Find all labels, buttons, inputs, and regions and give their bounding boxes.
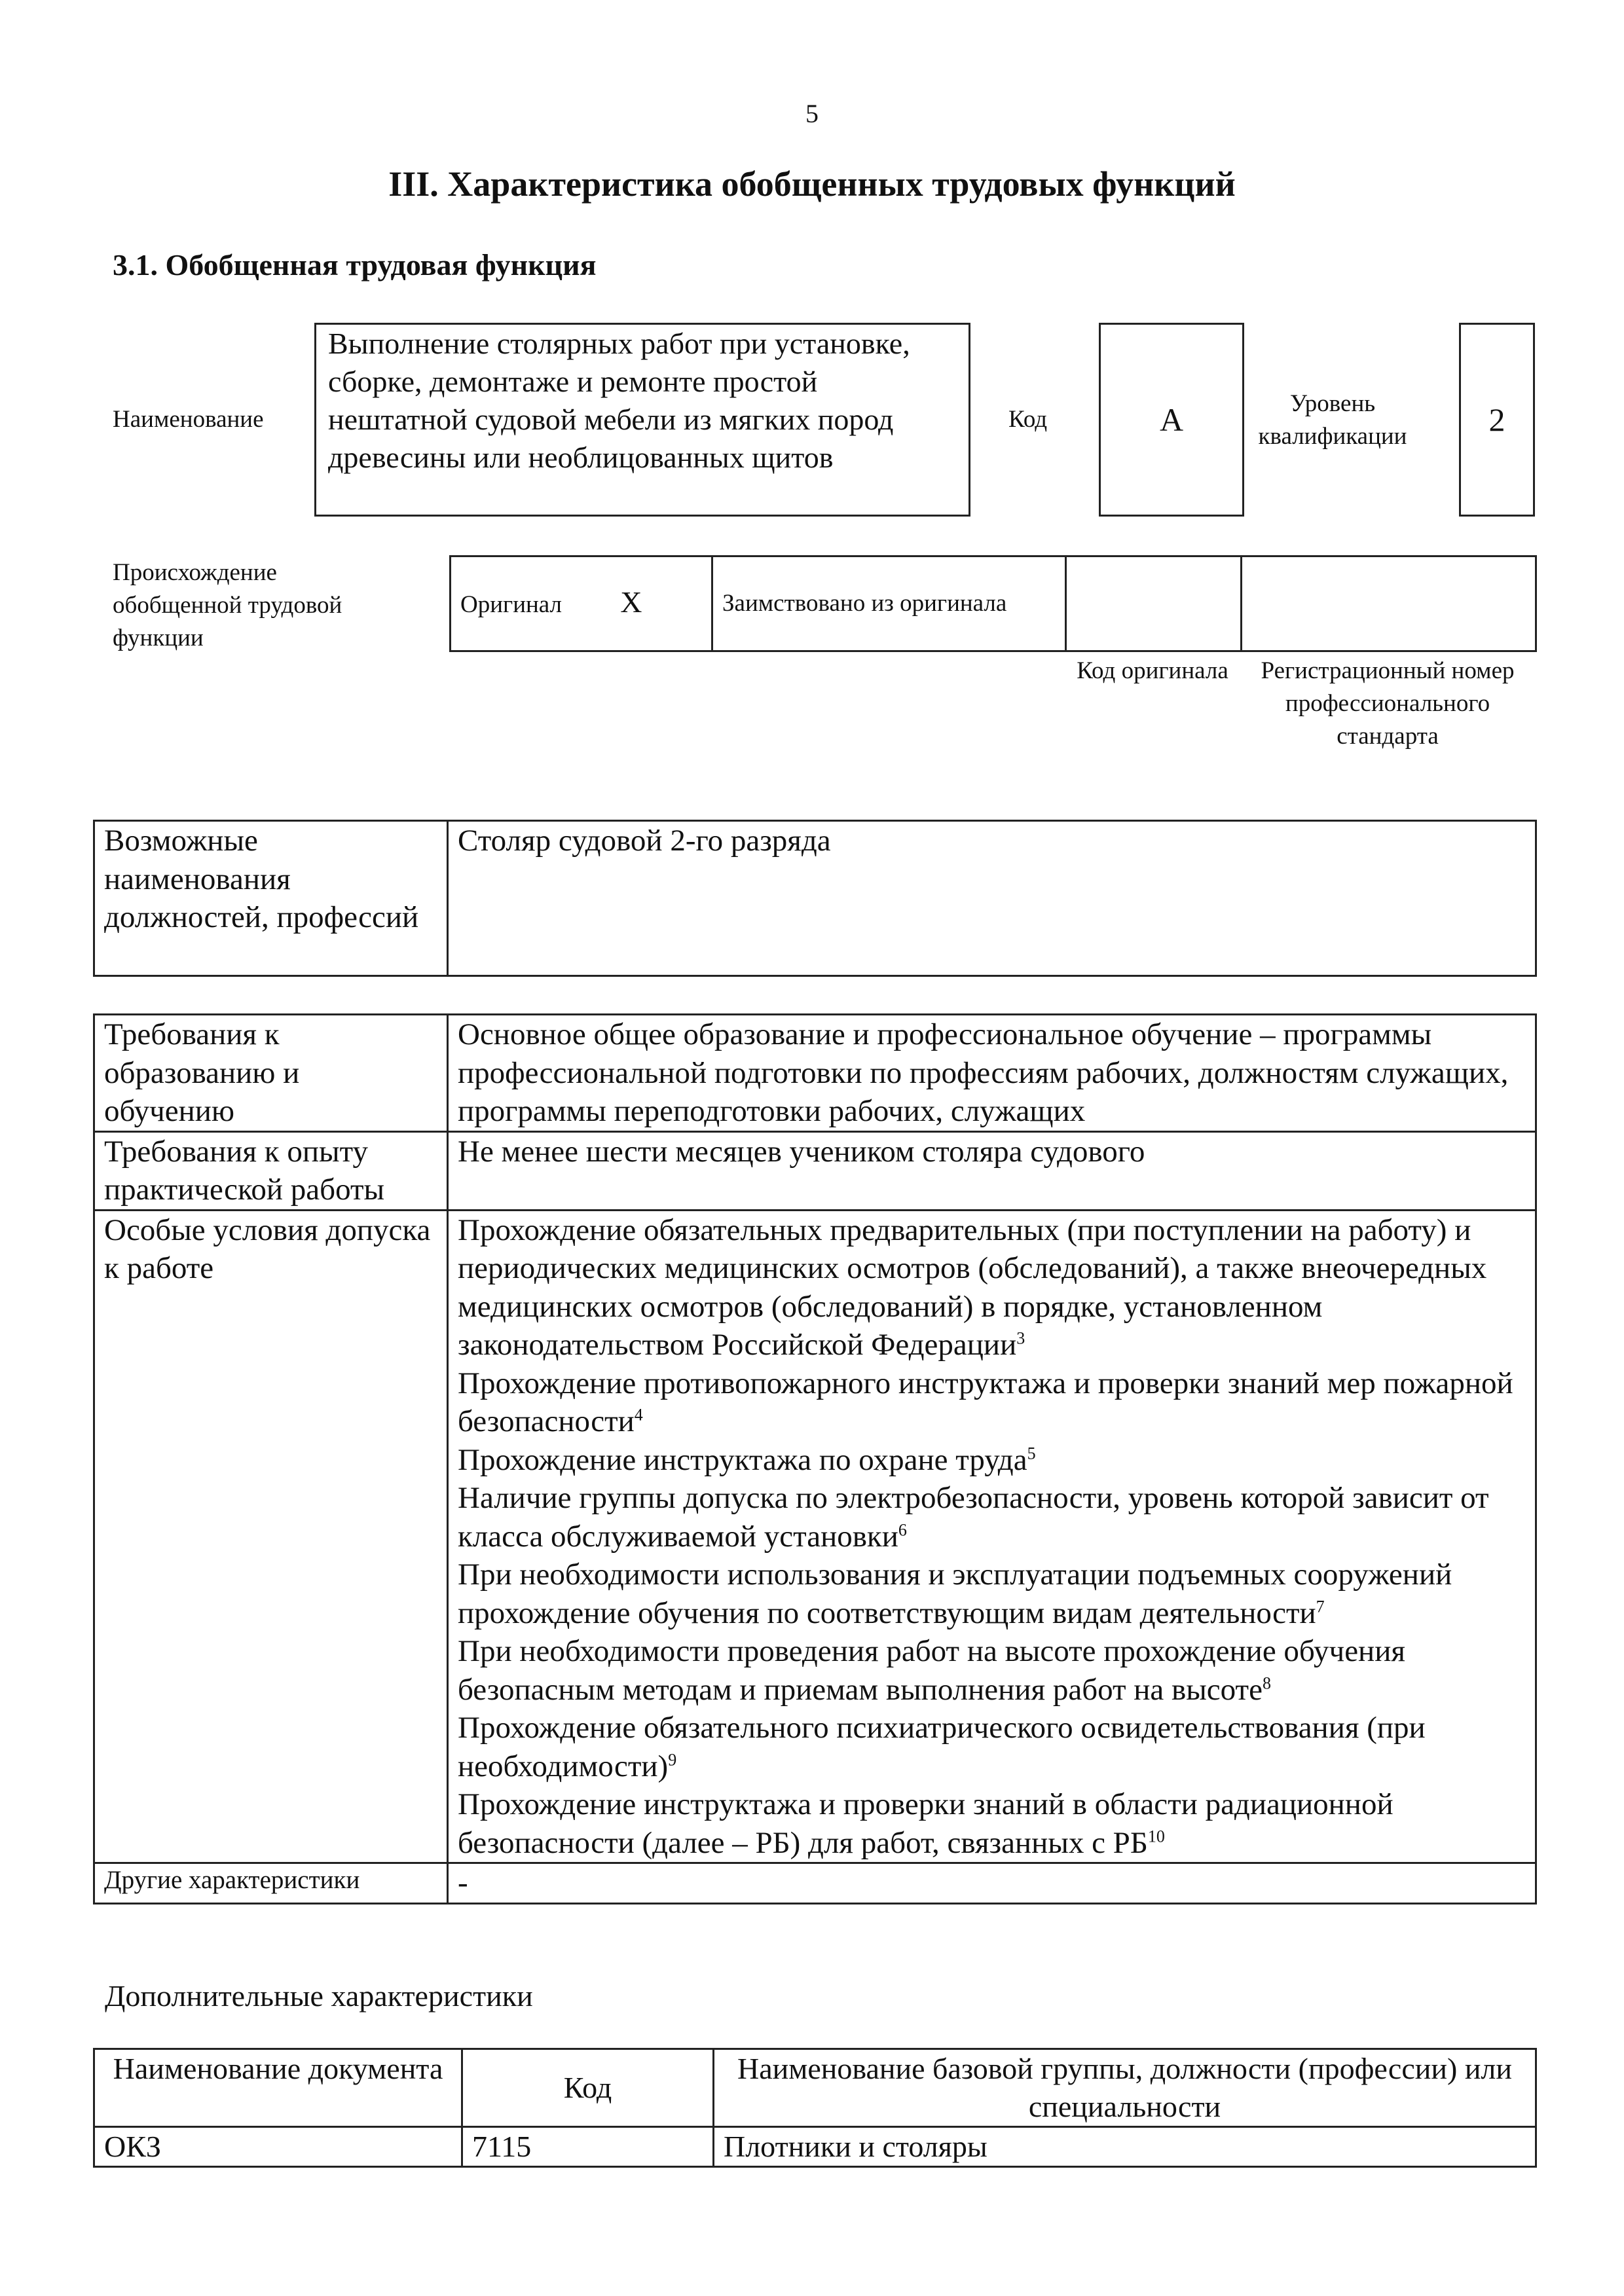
name-label: Наименование [113,406,264,433]
row-code: 7115 [462,2127,714,2167]
code-value-box [1099,323,1244,517]
additional-table [93,2048,1537,2168]
level-value: 2 [1488,401,1505,438]
section-title: III. Характеристика обобщенных трудовых функций [388,164,1236,204]
table-row [94,2127,1536,2167]
special-conditions-cell [448,1210,1536,1863]
header-group: Наименование базовой группы, должности (профессии) или специальности [714,2049,1536,2127]
code-value: А [1159,401,1184,438]
special-item: При необходимости проведения работ на высоте прохождение обучения безопасным методам и приемам выполнения работ на высоте$^8$ [458,1634,1405,1707]
level-label: Уровень квалификации [1258,390,1407,450]
origin-label: Происхождение обобщенной трудовой функции [113,559,342,651]
experience-value: Не менее шести месяцев учеником столяра судового [448,1131,1536,1210]
special-item: При необходимости использования и эксплуатации подъемных сооружений прохождение обучения по соответствующим видам деятельности$^7$ [458,1558,1452,1630]
additional-header-row [94,2049,1536,2127]
function-name-box [314,323,970,517]
special-item: Прохождение инструктажа по охране труда$^5$ [458,1442,1036,1477]
education-row [94,1015,1536,1132]
origin-table [449,555,1537,652]
education-label: Требования к образованию и обучению [94,1015,448,1132]
additional-title: Дополнительные характеристики [105,1979,533,2013]
original-code-cell [1066,556,1242,651]
row-document: ОКЗ [94,2127,462,2167]
experience-label: Требования к опыту практической работы [94,1131,448,1210]
page-number: 5 [805,99,819,128]
original-label: Оригинал [460,591,563,618]
code-label: Код [1008,406,1048,433]
original-mark: X [620,585,642,619]
special-item: Прохождение обязательных предварительных (при поступлении на работу) и периодических медицинских осмотров (обследований), а также внеочередных медицинских осмотров (обследований) в порядке, установленном законодательством Российской Федерации$^3$ [458,1212,1487,1362]
positions-label: Возможные наименования должностей, профессий [94,821,448,976]
education-value: Основное общее образование и профессиональное обучение – программы профессиональной подготовки по профессиям рабочих, должностям служащих, программы переподготовки рабочих, служащих [448,1015,1536,1132]
requirements-table [93,1013,1537,1904]
special-item: Наличие группы допуска по электробезопасности, уровень которой зависит от класса обслуживаемой установки$^6$ [458,1481,1489,1554]
level-value-box [1459,323,1535,517]
other-value: - [448,1863,1536,1904]
registration-number-cell [1242,556,1536,651]
positions-table [93,820,1537,977]
original-cell [451,556,712,651]
special-label: Особые условия допуска к работе [94,1210,448,1863]
code-caption: Код оригинала [1077,657,1228,684]
special-item: Прохождение противопожарного инструктажа и проверки знаний мер пожарной безопасности$^4$ [458,1366,1513,1438]
subsection-title: 3.1. Обобщенная трудовая функция [113,248,597,282]
other-label: Другие характеристики [94,1863,448,1904]
borrowed-cell [712,556,1066,651]
header-code: Код [462,2049,714,2127]
positions-value: Столяр судовой 2-го разряда [448,821,1536,976]
function-name-value: Выполнение столярных работ при установке, сборке, демонтаже и ремонте простой нештатной судовой мебели из мягких пород древесины или необлицованных щитов [328,327,910,474]
header-document: Наименование документа [94,2049,462,2127]
special-item: Прохождение инструктажа и проверки знаний в области радиационной безопасности (далее – РБ) для работ, связанных с РБ$^{10}$ [458,1787,1393,1860]
registration-caption: Регистрационный номер профессионального стандарта [1261,657,1515,750]
borrowed-label: Заимствовано из оригинала [722,590,1007,617]
row-group: Плотники и столяры [714,2127,1536,2167]
special-conditions-row [94,1210,1536,1863]
other-row [94,1863,1536,1904]
experience-row [94,1131,1536,1210]
special-item: Прохождение обязательного психиатрического освидетельствования (при необходимости)$^9$ [458,1711,1426,1783]
